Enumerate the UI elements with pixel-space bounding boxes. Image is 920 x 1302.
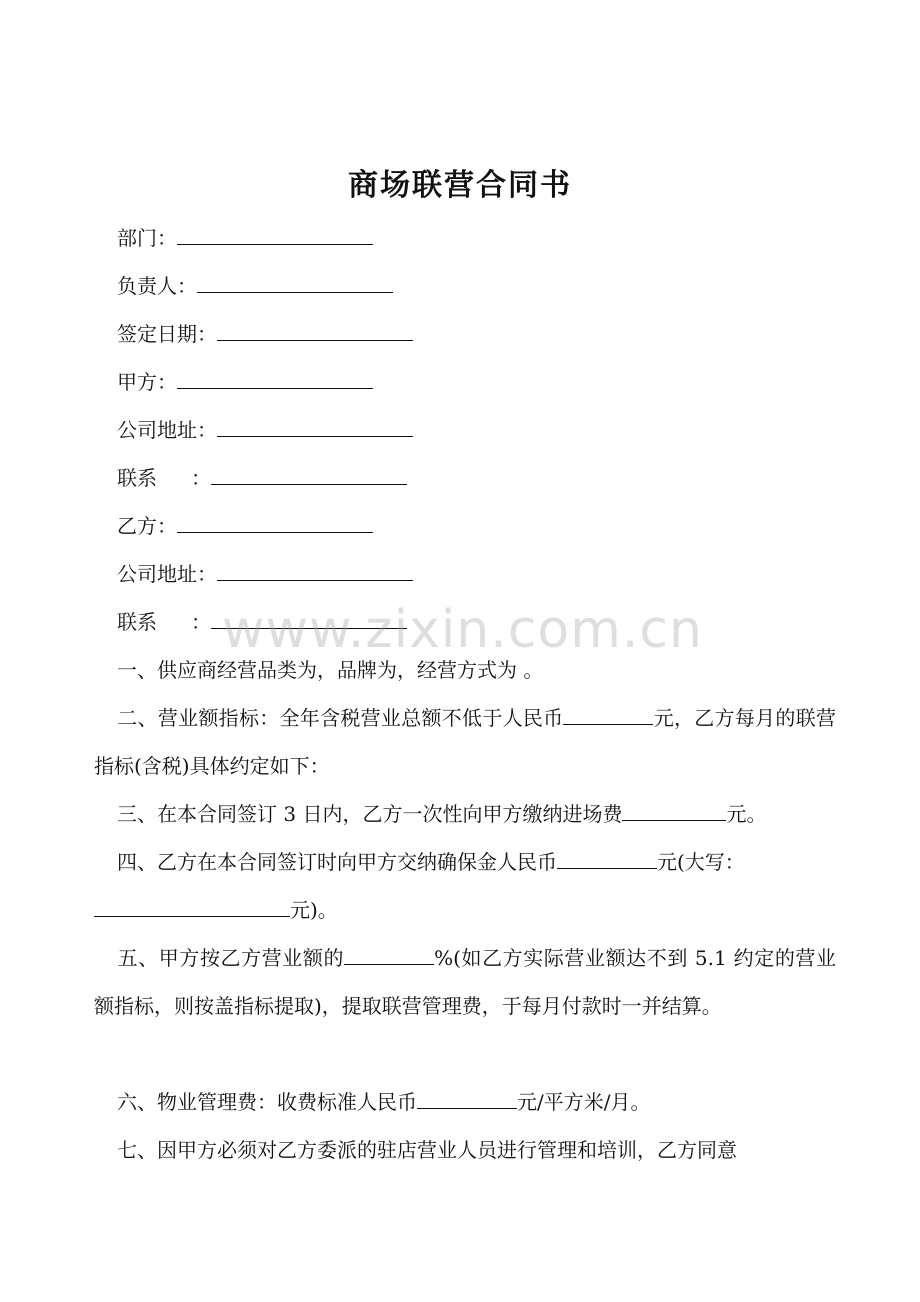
- watermark: www.zixin.com.cn: [222, 600, 703, 660]
- clause-text: 元，乙方每月的联营指标(含税)具体约定如下：: [94, 706, 836, 778]
- clause-text: %(如乙方实际营业额达不到 5.1 约定的营业额指标，则按盖指标提取)，提取联营管理费，于每月付款时一并结算。: [94, 946, 837, 1018]
- field-party-b-address: [117, 560, 413, 588]
- field-signing-date: [117, 320, 413, 348]
- clause-text: 五、甲方按乙方营业额的: [117, 946, 345, 970]
- field-blank: [177, 224, 373, 245]
- field-party-b-contact: [117, 608, 407, 636]
- document-title: 商场联营合同书: [348, 168, 572, 203]
- field-blank: [217, 560, 413, 581]
- field-blank: [211, 464, 407, 485]
- field-party-b: [117, 512, 373, 540]
- field-blank: [217, 416, 413, 437]
- field-label: 签定日期：: [117, 322, 217, 346]
- amount-blank: [563, 704, 653, 725]
- field-colon: ：: [191, 610, 211, 634]
- amount-words-blank: [94, 896, 290, 917]
- clause-text: 一、供应商经营品类为，品牌为，经营方式为 。: [117, 658, 544, 682]
- clause-text: 四、乙方在本合同签订时向甲方交纳确保金人民币: [117, 850, 557, 874]
- clause-text: 三、在本合同签订 3 日内，乙方一次性向甲方缴纳进场费: [117, 802, 623, 826]
- field-blank: [197, 272, 393, 293]
- clause-text: 元。: [726, 802, 767, 826]
- clause-text: 六、物业管理费：收费标准人民币: [117, 1090, 417, 1114]
- clause-1: [94, 646, 836, 694]
- percent-blank: [344, 944, 434, 965]
- clause-text: 元(大写：: [657, 850, 745, 874]
- field-party-a-contact: [117, 464, 407, 492]
- clause-text: 元)。: [290, 898, 338, 922]
- clause-7: [94, 1126, 836, 1174]
- field-party-a-address: [117, 416, 413, 444]
- amount-blank: [622, 800, 726, 821]
- field-label: 负责人：: [117, 274, 197, 298]
- clause-2: [94, 694, 836, 790]
- amount-blank: [557, 848, 657, 869]
- field-label: 部门：: [117, 226, 177, 250]
- field-label: 公司地址：: [117, 418, 217, 442]
- amount-blank: [417, 1088, 517, 1109]
- field-label: 联系: [117, 610, 157, 634]
- clause-4: [94, 838, 836, 934]
- clause-5: [94, 934, 836, 1030]
- field-blank: [177, 368, 373, 389]
- field-label: 公司地址：: [117, 562, 217, 586]
- clause-6: [94, 1078, 836, 1126]
- clause-text: 七、因甲方必须对乙方委派的驻店营业人员进行管理和培训，乙方同意: [117, 1138, 737, 1162]
- field-colon: ：: [191, 466, 211, 490]
- clause-text: 二、营业额指标：全年含税营业总额不低于人民币: [117, 706, 564, 730]
- field-label: 乙方：: [117, 514, 177, 538]
- field-department: [117, 224, 373, 252]
- field-party-a: [117, 368, 373, 396]
- field-blank: [217, 320, 413, 341]
- field-label: 联系: [117, 466, 157, 490]
- field-blank: [211, 608, 407, 629]
- field-label: 甲方：: [117, 370, 177, 394]
- field-blank: [177, 512, 373, 533]
- clause-3: [94, 790, 836, 838]
- clause-text: 元/平方米/月。: [517, 1090, 651, 1114]
- field-responsible-person: [117, 272, 393, 300]
